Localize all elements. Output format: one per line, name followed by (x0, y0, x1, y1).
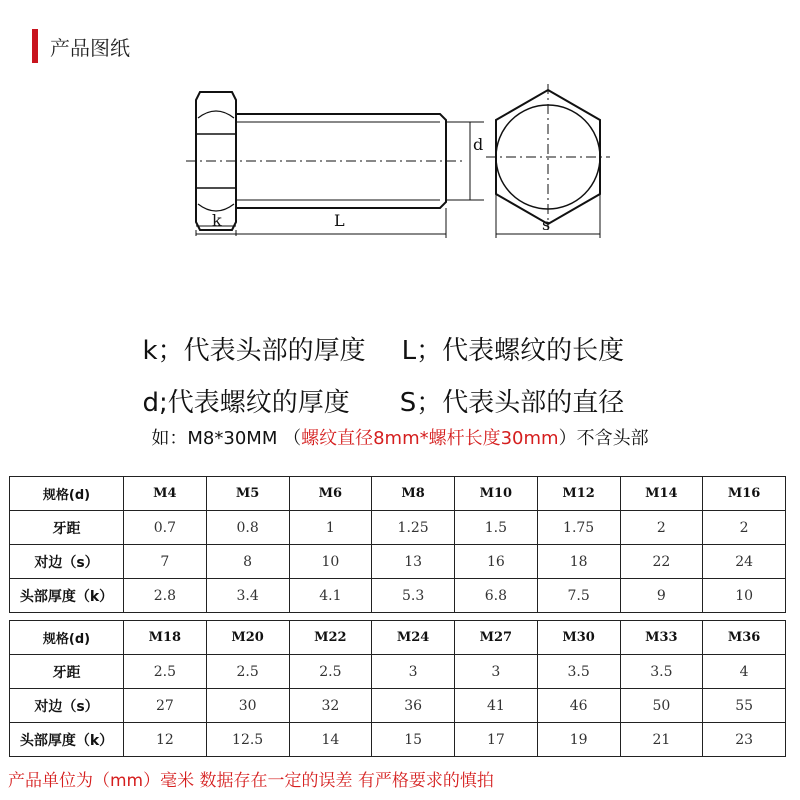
size-cell: M4 (124, 477, 207, 511)
across-flats-cell: 24 (703, 545, 786, 579)
size-cell: M24 (372, 621, 455, 655)
table-row-size (10, 621, 786, 655)
table-row-head-thickness (10, 723, 786, 757)
row-label-head-thickness: 头部厚度（k） (10, 723, 124, 757)
table-row-size (10, 477, 786, 511)
across-flats-cell: 30 (206, 689, 289, 723)
spec-table-1 (9, 476, 786, 613)
pitch-cell: 2 (620, 511, 703, 545)
table-row-pitch (10, 655, 786, 689)
row-label-head-thickness: 头部厚度（k） (10, 579, 124, 613)
across-flats-cell: 8 (206, 545, 289, 579)
across-flats-cell: 46 (537, 689, 620, 723)
table-row-head-thickness (10, 579, 786, 613)
pitch-cell: 3 (372, 655, 455, 689)
example-line (0, 424, 800, 450)
row-label-size: 规格(d) (10, 477, 124, 511)
size-cell: M5 (206, 477, 289, 511)
across-flats-cell: 10 (289, 545, 372, 579)
head-thickness-cell: 4.1 (289, 579, 372, 613)
bolt-drawing (0, 70, 800, 250)
across-flats-cell: 7 (124, 545, 207, 579)
pitch-cell: 2.5 (206, 655, 289, 689)
pitch-cell: 1.75 (537, 511, 620, 545)
pitch-cell: 1 (289, 511, 372, 545)
across-flats-cell: 32 (289, 689, 372, 723)
desc-k: k；代表头部的厚度 (142, 336, 366, 366)
size-cell: M30 (537, 621, 620, 655)
head-thickness-cell: 3.4 (206, 579, 289, 613)
size-cell: M20 (206, 621, 289, 655)
across-flats-cell: 55 (703, 689, 786, 723)
pitch-cell: 2 (703, 511, 786, 545)
head-thickness-cell: 6.8 (455, 579, 538, 613)
size-cell: M36 (703, 621, 786, 655)
head-thickness-cell: 23 (703, 723, 786, 757)
head-curve-top (198, 111, 234, 118)
desc-L: L；代表螺纹的长度 (401, 336, 625, 366)
size-cell: M14 (620, 477, 703, 511)
head-thickness-cell: 10 (703, 579, 786, 613)
head-thickness-cell: 9 (620, 579, 703, 613)
spec-table-2 (9, 620, 786, 757)
head-thickness-cell: 21 (620, 723, 703, 757)
head-thickness-cell: 2.8 (124, 579, 207, 613)
dim-label-s: s (542, 215, 551, 234)
head-thickness-cell: 19 (537, 723, 620, 757)
head-thickness-cell: 12 (124, 723, 207, 757)
size-cell: M18 (124, 621, 207, 655)
pitch-cell: 3 (455, 655, 538, 689)
head-thickness-cell: 5.3 (372, 579, 455, 613)
size-cell: M27 (455, 621, 538, 655)
size-cell: M16 (703, 477, 786, 511)
across-flats-cell: 22 (620, 545, 703, 579)
size-cell: M22 (289, 621, 372, 655)
size-cell: M33 (620, 621, 703, 655)
row-label-pitch: 牙距 (10, 511, 124, 545)
header-accent-bar (32, 29, 38, 63)
example-prefix: 如：M8*30MM （ (151, 428, 302, 449)
pitch-cell: 2.5 (289, 655, 372, 689)
head-curve-bottom (198, 204, 234, 211)
table-row-pitch (10, 511, 786, 545)
pitch-cell: 4 (703, 655, 786, 689)
pitch-cell: 0.7 (124, 511, 207, 545)
pitch-cell: 3.5 (537, 655, 620, 689)
dim-label-d: d (473, 135, 484, 154)
row-label-across-flats: 对边（s） (10, 689, 124, 723)
head-thickness-cell: 14 (289, 723, 372, 757)
head-thickness-cell: 12.5 (206, 723, 289, 757)
pitch-cell: 3.5 (620, 655, 703, 689)
pitch-cell: 2.5 (124, 655, 207, 689)
across-flats-cell: 18 (537, 545, 620, 579)
pitch-cell: 1.5 (455, 511, 538, 545)
row-label-pitch: 牙距 (10, 655, 124, 689)
table-row-across-flats (10, 689, 786, 723)
size-cell: M12 (537, 477, 620, 511)
across-flats-cell: 41 (455, 689, 538, 723)
table-row-across-flats (10, 545, 786, 579)
size-cell: M6 (289, 477, 372, 511)
across-flats-cell: 36 (372, 689, 455, 723)
row-label-across-flats: 对边（s） (10, 545, 124, 579)
across-flats-cell: 13 (372, 545, 455, 579)
head-thickness-cell: 17 (455, 723, 538, 757)
pitch-cell: 0.8 (206, 511, 289, 545)
dim-label-k: k (212, 211, 222, 230)
dim-label-L: L (334, 211, 345, 230)
across-flats-cell: 50 (620, 689, 703, 723)
section-header (32, 28, 130, 64)
head-thickness-cell: 15 (372, 723, 455, 757)
head-thickness-cell: 7.5 (537, 579, 620, 613)
desc-d: d;代表螺纹的厚度 (142, 388, 350, 418)
across-flats-cell: 27 (124, 689, 207, 723)
example-highlight: 螺纹直径8mm*螺杆长度30mm (301, 428, 559, 449)
desc-S: S；代表头部的直径 (399, 388, 625, 418)
row-label-size: 规格(d) (10, 621, 124, 655)
section-title: 产品图纸 (50, 35, 130, 60)
pitch-cell: 1.25 (372, 511, 455, 545)
across-flats-cell: 16 (455, 545, 538, 579)
size-cell: M8 (372, 477, 455, 511)
footer-note: 产品单位为（mm）毫米 数据存在一定的误差 有严格要求的慎拍 (8, 771, 494, 791)
example-suffix: ）不含头部 (558, 428, 649, 449)
size-cell: M10 (455, 477, 538, 511)
desc-row-2 (126, 352, 624, 419)
